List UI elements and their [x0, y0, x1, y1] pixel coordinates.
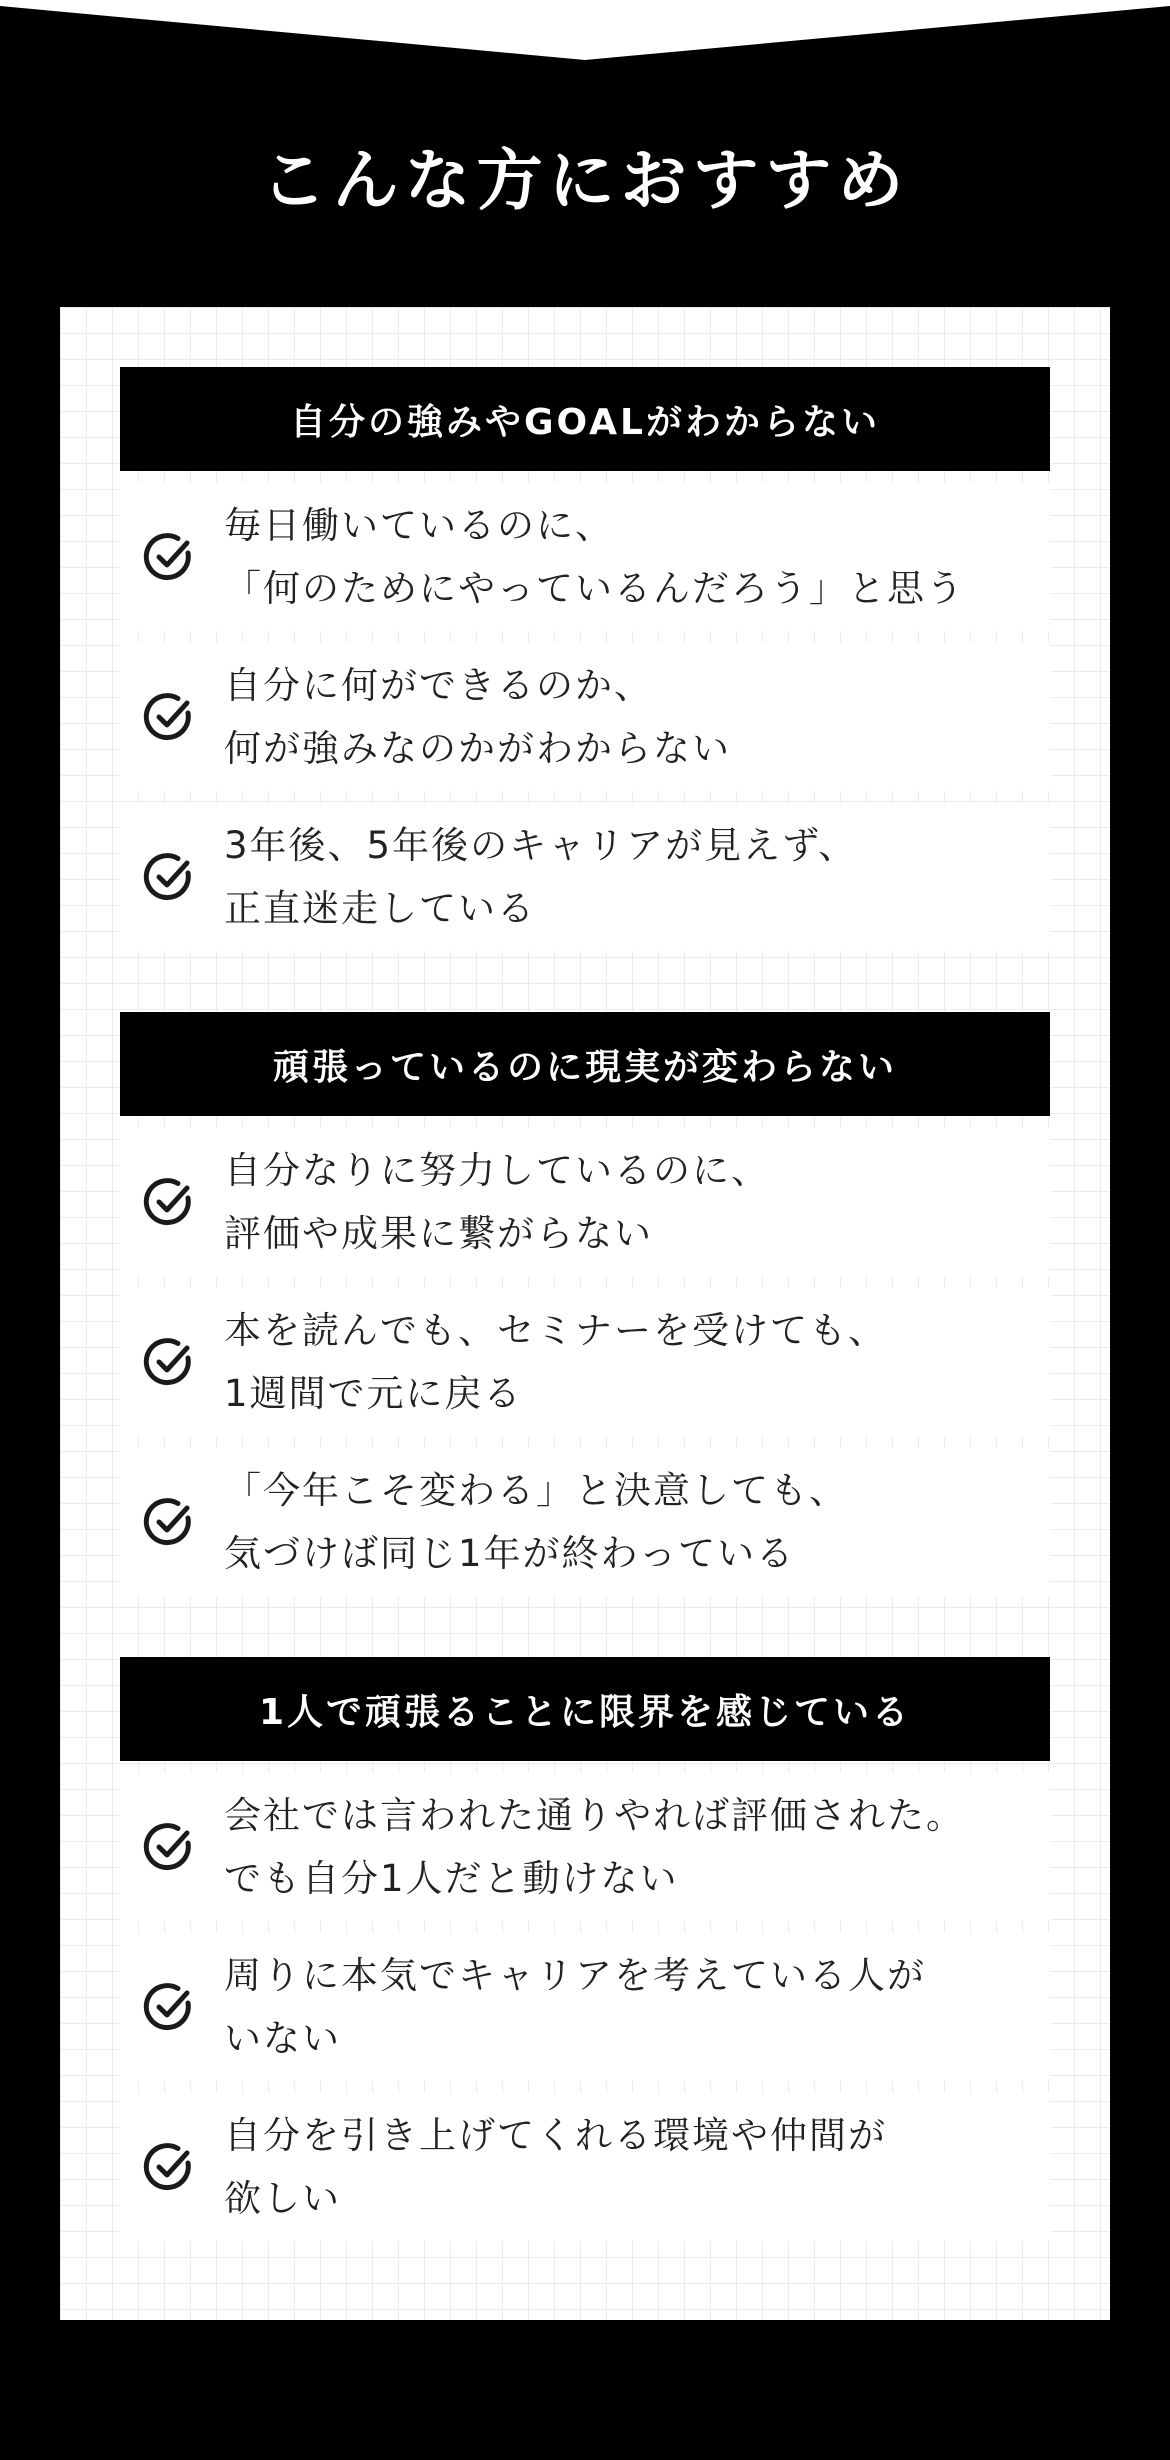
checklist-item-text [224, 1139, 770, 1265]
checklist-item-text [224, 654, 731, 780]
check-circle-icon [142, 1495, 196, 1549]
check-circle-icon [142, 2140, 196, 2194]
item-line-1: 3年後、5年後のキャリアが見えず、 [224, 824, 858, 867]
section-heading: 自分の強みやGOALがわからない [120, 367, 1050, 471]
checklist-item-text [224, 814, 857, 940]
section-heading: 1人で頑張ることに限界を感じている [120, 1657, 1050, 1761]
check-circle-icon [142, 1335, 196, 1389]
recommendation-panel [60, 307, 1110, 2320]
check-circle-icon [142, 1175, 196, 1229]
item-line-1: 会社では言われた通りやれば評価された。 [224, 1794, 965, 1837]
item-line-2: 「何のためにやっているんだろう」と思う [224, 567, 965, 610]
checklist-item [120, 483, 1050, 631]
page-title: こんな方におすすめ [260, 142, 910, 219]
check-circle-icon [142, 1820, 196, 1874]
section-heading: 頑張っているのに現実が変わらない [120, 1012, 1050, 1116]
top-chevron-banner [0, 0, 1170, 64]
checklist-item [120, 1448, 1050, 1596]
item-line-1: 周りに本気でキャリアを考えている人が [224, 1954, 926, 1997]
check-circle-icon [142, 1980, 196, 2034]
item-line-1: 自分を引き上げてくれる環境や仲間が [224, 2114, 887, 2157]
section-strengths [120, 367, 1050, 951]
check-circle-icon [142, 850, 196, 904]
checklist-item [120, 643, 1050, 791]
checklist-item-text [224, 1784, 965, 1910]
checklist-item-text [224, 2104, 887, 2230]
checklist-item [120, 803, 1050, 951]
item-line-1: 「今年こそ変わる」と決意しても、 [224, 1469, 848, 1512]
item-line-2: 気づけば同じ1年が終わっている [224, 1532, 796, 1575]
item-line-1: 毎日働いているのに、 [224, 504, 614, 547]
item-line-2: 欲しい [224, 2177, 341, 2220]
check-circle-icon [142, 690, 196, 744]
checklist-item-text [224, 1944, 926, 2070]
item-line-2: いない [224, 2017, 341, 2060]
section-alone [120, 1657, 1050, 2241]
checklist-item [120, 1773, 1050, 1921]
item-line-1: 自分なりに努力しているのに、 [224, 1149, 770, 1192]
item-line-2: でも自分1人だと動けない [224, 1857, 679, 1900]
section-effort [120, 1012, 1050, 1596]
item-line-2: 正直迷走している [224, 887, 536, 930]
item-line-2: 何が強みなのかがわからない [224, 727, 731, 770]
checklist-item [120, 1933, 1050, 2081]
checklist-item [120, 1128, 1050, 1276]
checklist [120, 1116, 1050, 1596]
checklist-item-text [224, 1299, 887, 1425]
checklist-item [120, 1288, 1050, 1436]
checklist-item-text [224, 494, 965, 620]
check-circle-icon [142, 530, 196, 584]
item-line-2: 1週間で元に戻る [224, 1372, 523, 1415]
checklist-item [120, 2093, 1050, 2241]
checklist-item-text [224, 1459, 848, 1585]
checklist [120, 1761, 1050, 2241]
item-line-1: 本を読んでも、セミナーを受けても、 [224, 1309, 887, 1352]
item-line-2: 評価や成果に繋がらない [224, 1212, 653, 1255]
item-line-1: 自分に何ができるのか、 [224, 664, 653, 707]
checklist [120, 471, 1050, 951]
